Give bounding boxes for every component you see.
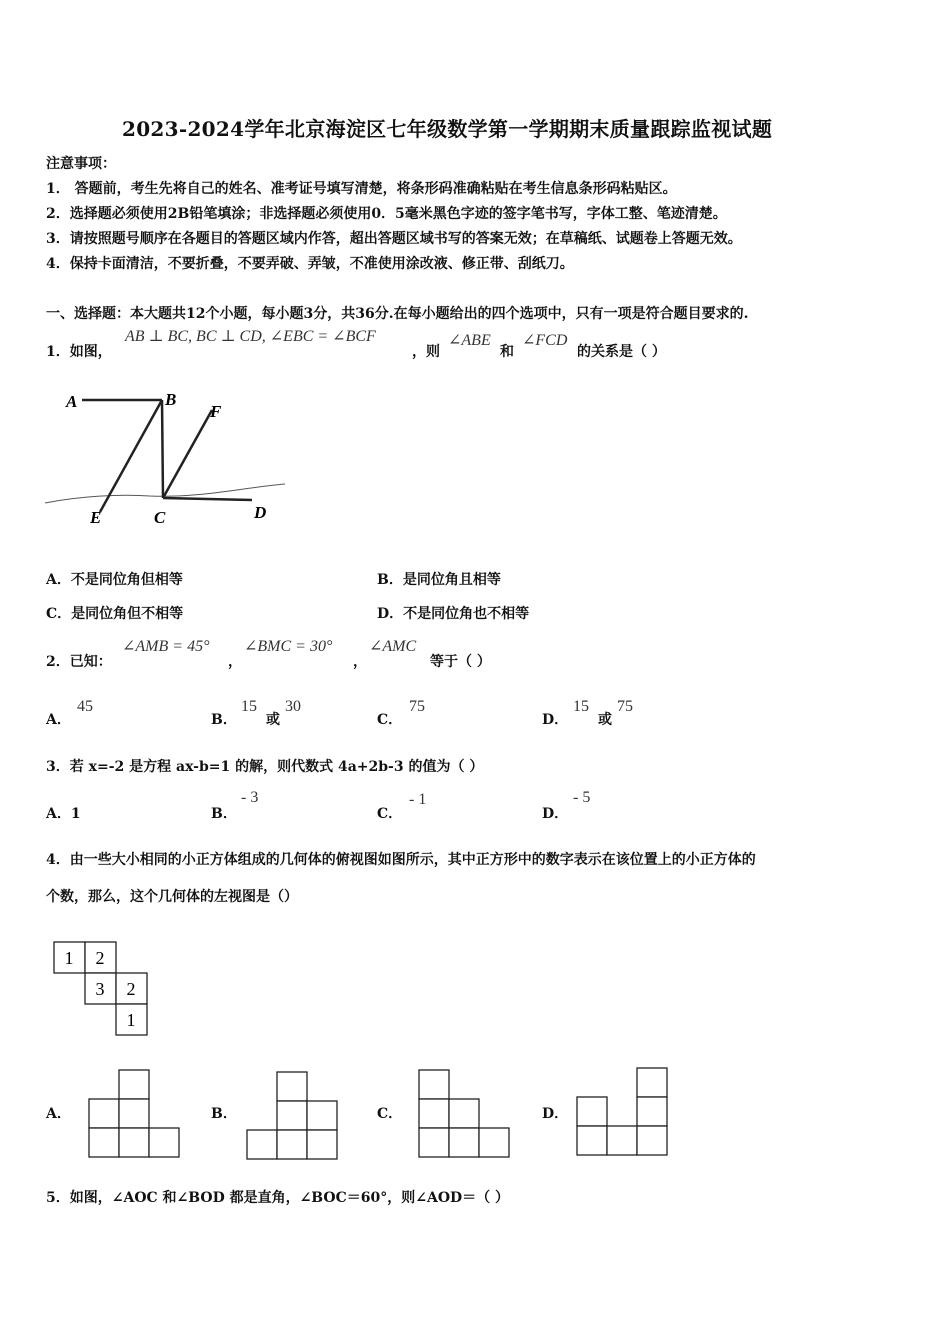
grid-number: 1 — [126, 1010, 136, 1030]
segment-cf — [163, 410, 212, 498]
q1-condition: AB ⊥ BC, BC ⊥ CD, ∠EBC = ∠BCF — [125, 328, 376, 345]
grid-number: 3 — [95, 979, 105, 999]
view-cell — [449, 1128, 479, 1157]
q1-option-b: B．是同位角且相等 — [377, 572, 501, 588]
q1-angle2: ∠FCD — [522, 332, 568, 349]
q2-option-b-value2: 30 — [285, 698, 301, 715]
q3-option-d-label: D． — [542, 806, 569, 822]
q3-option-d-value: - 5 — [573, 789, 591, 806]
q4-top-view-grid — [50, 938, 155, 1036]
view-cell — [119, 1070, 149, 1099]
view-cell — [419, 1128, 449, 1157]
q3-option-c-label: C． — [377, 806, 403, 822]
q1-prefix: 1．如图， — [46, 344, 112, 360]
page-title: 2023-2024学年北京海淀区七年级数学第一学期期末质量跟踪监视试题 — [122, 117, 773, 141]
view-cell — [277, 1101, 307, 1130]
q4-option-d-view — [574, 1066, 672, 1158]
q4-option-c-label: C． — [377, 1106, 403, 1122]
q2-option-a-value: 45 — [77, 698, 93, 715]
q2-option-d-value2: 75 — [617, 698, 633, 715]
q1-option-d: D．不是同位角也不相等 — [377, 606, 530, 622]
label-d: D — [254, 503, 267, 522]
section-heading: 一、选择题：本大题共12个小题，每小题3分，共36分.在每小题给出的四个选项中，只有一项是符合题目要求的. — [46, 306, 749, 322]
view-cell — [277, 1130, 307, 1159]
q3-option-b-label: B． — [211, 806, 237, 822]
notes-item: 4．保持卡面清洁，不要折叠，不要弄破、弄皱，不准使用涂改液、修正带、刮纸刀。 — [46, 256, 574, 272]
q2-sep: ， — [353, 654, 367, 670]
q2-sep: ， — [228, 654, 242, 670]
view-cell — [577, 1126, 607, 1155]
view-cell — [637, 1126, 667, 1155]
q3-text: 3．若 x=-2 是方程 ax-b=1 的解，则代数式 4a+2b-3 的值为（ ） — [46, 759, 484, 775]
view-cell — [89, 1128, 119, 1157]
q4-option-b-label: B． — [211, 1106, 237, 1122]
grid-number: 1 — [64, 948, 74, 968]
view-cell — [307, 1130, 337, 1159]
q4-option-a-view — [86, 1068, 184, 1160]
q4-option-b-view — [244, 1070, 342, 1162]
q4-option-a-label: A． — [46, 1106, 71, 1122]
view-cell — [247, 1130, 277, 1159]
q2-prefix: 2．已知： — [46, 654, 112, 670]
q4-text-line2: 个数，那么，这个几何体的左视图是（） — [46, 889, 298, 905]
q3-option-c-value: - 1 — [409, 791, 427, 808]
q2-angle-bmc: ∠BMC = 30° — [244, 638, 333, 655]
label-e: E — [90, 508, 102, 527]
q1-mid1: ，则 — [412, 344, 440, 360]
q1-figure — [40, 380, 300, 535]
q2-suffix: 等于（ ） — [430, 654, 491, 670]
q2-option-a-label: A． — [46, 712, 71, 728]
q2-option-d-label: D． — [542, 712, 569, 728]
view-cell — [479, 1128, 509, 1157]
q2-option-c-label: C． — [377, 712, 403, 728]
view-cell — [119, 1099, 149, 1128]
notes-item: 1． 答题前，考生先将自己的姓名、准考证号填写清楚，将条形码准确粘贴在考生信息条形码粘贴区。 — [46, 181, 677, 197]
segment-bc — [162, 400, 163, 498]
notes-item: 2．选择题必须使用2B铅笔填涂；非选择题必须使用0．5毫米黑色字迹的签字笔书写，字体工整、笔迹清楚。 — [46, 206, 727, 222]
label-b: B — [165, 390, 177, 409]
view-cell — [637, 1068, 667, 1097]
view-cell — [149, 1128, 179, 1157]
q3-option-a: A．1 — [46, 806, 81, 822]
segment-cd — [163, 498, 252, 500]
view-cell — [119, 1128, 149, 1157]
view-cell — [277, 1072, 307, 1101]
q1-suffix: 的关系是（ ） — [577, 344, 666, 360]
q2-angle-amb: ∠AMB = 45° — [122, 638, 210, 655]
grid-number: 2 — [95, 948, 105, 968]
q2-option-d-value1: 15 — [573, 698, 589, 715]
label-a: A — [66, 392, 78, 411]
q1-option-a: A．不是同位角但相等 — [46, 572, 183, 588]
q4-option-d-label: D． — [542, 1106, 569, 1122]
q1-angle1: ∠ABE — [448, 332, 491, 349]
q2-option-b-value1: 15 — [241, 698, 257, 715]
label-f: F — [210, 402, 222, 421]
view-cell — [577, 1097, 607, 1126]
q4-text-line1: 4．由一些大小相同的小正方体组成的几何体的俯视图如图所示，其中正方形中的数字表示在该位置上的小正方体的 — [46, 852, 756, 868]
q2-option-b-or: 或 — [266, 712, 280, 728]
q2-option-c-value: 75 — [409, 698, 425, 715]
notes-heading: 注意事项： — [46, 156, 116, 172]
q3-option-b-value: - 3 — [241, 789, 259, 806]
view-cell — [419, 1070, 449, 1099]
view-cell — [307, 1101, 337, 1130]
label-c: C — [154, 508, 166, 527]
view-cell — [449, 1099, 479, 1128]
q4-option-c-view — [416, 1068, 514, 1160]
q1-mid2: 和 — [500, 344, 514, 360]
view-cell — [637, 1097, 667, 1126]
grid-number: 2 — [126, 979, 136, 999]
view-cell — [607, 1126, 637, 1155]
q2-angle-amc: ∠AMC — [369, 638, 417, 655]
q1-option-c: C．是同位角但不相等 — [46, 606, 184, 622]
view-cell — [89, 1099, 119, 1128]
q5-text: 5．如图，∠AOC 和∠BOD 都是直角，∠BOC＝60°，则∠AOD＝（ ） — [46, 1190, 510, 1206]
view-cell — [419, 1099, 449, 1128]
q2-option-d-or: 或 — [598, 712, 612, 728]
notes-item: 3．请按照题号顺序在各题目的答题区域内作答，超出答题区域书写的答案无效；在草稿纸、试题卷上答题无效。 — [46, 231, 742, 247]
q2-option-b-label: B． — [211, 712, 237, 728]
